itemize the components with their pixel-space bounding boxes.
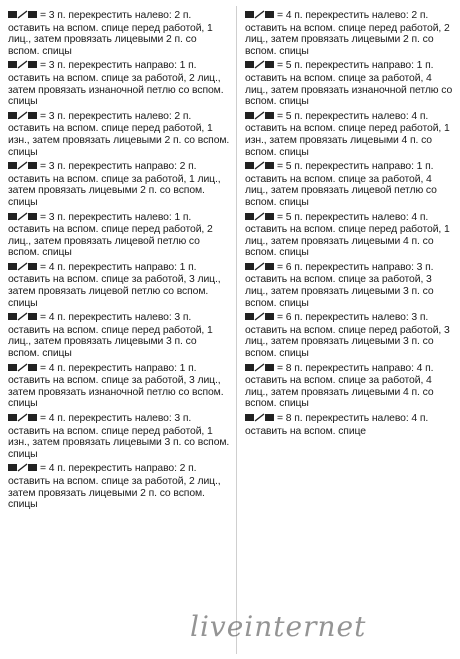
right-column [245,10,455,440]
entry-text: = 4 п. перекрестить налево: 2 п. оставить на вспом. спице перед работой, 2 лиц., затем провязать лицевыми 2 п. со вспом. спицы [245,10,450,57]
legend-entry [245,363,455,410]
left-column [8,10,230,514]
entry-text: = 8 п. перекрестить налево: 4 п. оставить на вспом. спице [245,413,429,437]
legend-entry [8,212,230,259]
cable-symbol-icon [8,111,38,124]
entry-text: = 3 п. перекрестить направо: 2 п. оставить на вспом. спице за работой, 1 лиц., затем провязать лицевыми 2 п. со вспом. спицы [8,161,221,208]
cable-symbol-icon [245,262,275,275]
entry-text: = 6 п. перекрестить направо: 3 п. оставить на вспом. спице за работой, 3 лиц., затем провязать лицевыми 3 п. со вспом. спицы [245,261,434,309]
entry-text: = 5 п. перекрестить направо: 1 п. оставить на вспом. спице за работой, 4 лиц., затем провязать лицевой петлю со вспом. спицы [245,161,437,208]
cable-symbol-icon [245,60,275,73]
entry-text: = 3 п. перекрестить направо: 1 п. оставить на вспом. спице за работой, 2 лиц., затем провязать изнаночной петлю со вспом. спицы [8,60,224,108]
legend-entry [245,413,455,437]
legend-entry [245,60,455,107]
entry-text: = 3 п. перекрестить налево: 1 п. оставить на вспом. спице перед работой, 2 лиц., затем провязать лицевой петлю со вспом. спицы [8,211,213,259]
legend-entry [245,312,455,359]
legend-entry [8,363,230,410]
watermark: liveinternet [190,610,367,643]
cable-symbol-icon [245,212,275,225]
entry-text: = 4 п. перекрестить налево: 3 п. оставить на вспом. спице перед работой, 1 изн., затем провязать лицевыми 3 п. со вспом. спицы [8,413,230,460]
cable-symbol-icon [8,312,38,325]
entry-text: = 8 п. перекрестить направо: 4 п. оставить на вспом. спице за работой, 4 лиц., затем провязать лицевыми 4 п. со вспом. спицы [245,362,434,410]
legend-entry [8,111,230,158]
legend-entry [8,60,230,107]
cable-symbol-icon [245,312,275,325]
cable-symbol-icon [245,413,275,426]
entry-text: = 4 п. перекрестить направо: 1 п. оставить на вспом. спице за работой, 3 лиц., затем провязать изнаночной петлю со вспом. спицы [8,362,224,410]
legend-entry [8,463,230,510]
cable-symbol-icon [8,10,38,23]
entry-text: = 4 п. перекрестить направо: 2 п. оставить на вспом. спице за работой, 2 лиц., затем провязать лицевыми 2 п. со вспом. спицы [8,463,221,511]
legend-entry [8,262,230,309]
legend-entry [245,10,455,57]
cable-symbol-icon [245,111,275,124]
cable-symbol-icon [8,413,38,426]
cable-symbol-icon [8,363,38,376]
cable-symbol-icon [245,161,275,174]
legend-entry [8,161,230,208]
cable-symbol-icon [8,212,38,225]
legend-entry [8,312,230,359]
cable-symbol-icon [8,463,38,476]
entry-text: = 5 п. перекрестить направо: 1 п. оставить на вспом. спице за работой, 4 лиц., затем провязать изнаночной петлю со вспом. спицы [245,60,453,108]
cable-symbol-icon [245,363,275,376]
cable-symbol-icon [8,262,38,275]
legend-entry [245,212,455,259]
entry-text: = 4 п. перекрестить налево: 3 п. оставить на вспом. спице перед работой, 1 лиц., затем провязать лицевыми 3 п. со вспом. спицы [8,312,213,360]
entry-text: = 3 п. перекрестить налево: 2 п. оставить на вспом. спице перед работой, 1 изн., затем провязать лицевыми 2 п. со вспом. спицы [8,110,230,158]
cable-symbol-icon [8,161,38,174]
entry-text: = 5 п. перекрестить налево: 4 п. оставить на вспом. спице перед работой, 1 лиц., затем провязать лицевыми 4 п. со вспом. спицы [245,211,450,259]
entry-text: = 6 п. перекрестить налево: 3 п. оставить на вспом. спице перед работой, 3 лиц., затем провязать лицевыми 3 п. со вспом. спицы [245,312,450,360]
legend-entry [8,413,230,460]
entry-text: = 3 п. перекрестить налево: 2 п. оставить на вспом. спице перед работой, 1 лиц., затем провязать лицевыми 2 п. со вспом. спицы [8,10,213,57]
cable-symbol-icon [8,60,38,73]
entry-text: = 5 п. перекрестить налево: 4 п. оставить на вспом. спице перед работой, 1 изн., затем провязать лицевыми 4 п. со вспом. спицы [245,110,450,158]
entry-text: = 4 п. перекрестить направо: 1 п. оставить на вспом. спице за работой, 3 лиц., затем провязать лицевой петлю со вспом. спицы [8,261,221,309]
legend-entry [245,262,455,309]
legend-entry [245,161,455,208]
column-divider [236,6,237,654]
legend-entry [8,10,230,57]
legend-entry [245,111,455,158]
cable-symbol-icon [245,10,275,23]
